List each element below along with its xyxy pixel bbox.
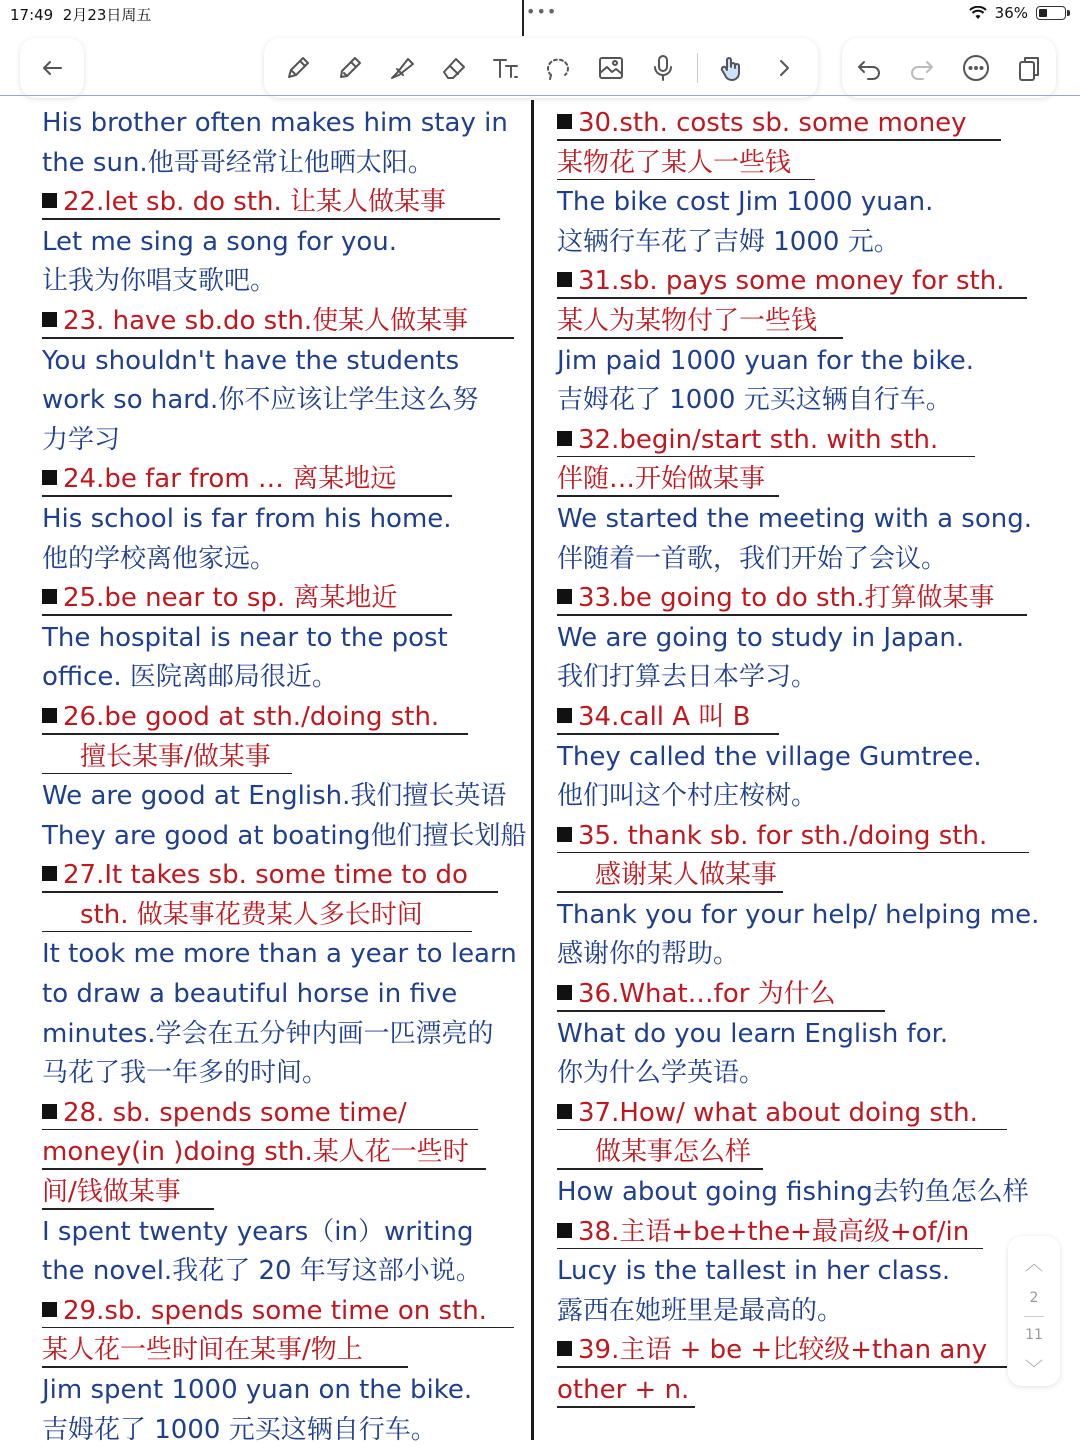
line-text: 36.What…for 为什么 <box>578 979 836 1010</box>
lasso-icon[interactable] <box>540 50 576 86</box>
example-sentence <box>557 500 1057 540</box>
drawing-tools <box>264 38 818 98</box>
left-column <box>42 104 527 1450</box>
line-text: 33.be going to do sth.打算做某事 <box>578 583 995 614</box>
line-text: 24.be far from … 离某地远 <box>63 464 397 495</box>
line-text: 某人为某物付了一些钱 <box>557 305 818 336</box>
right-column <box>557 104 1057 1411</box>
line-text: minutes.学会在五分钟内画一匹漂亮的 <box>42 1018 494 1049</box>
phrase-heading <box>557 1331 1057 1371</box>
line-text: 27.It takes sb. some time to do <box>63 860 468 891</box>
example-sentence <box>557 777 1057 817</box>
phrase-heading <box>42 579 522 619</box>
phrase-meaning <box>557 1371 1057 1411</box>
example-sentence <box>42 1015 522 1055</box>
phrase-heading <box>42 183 522 223</box>
line-text: The bike cost Jim 1000 yuan. <box>557 187 934 218</box>
line-text: We are good at English.我们擅长英语 <box>42 781 507 812</box>
line-text: 这辆行车花了吉姆 1000 元。 <box>557 226 900 257</box>
square-bullet-icon <box>557 431 572 446</box>
page-down-chevron-icon[interactable]: ﹀ <box>1025 1359 1043 1380</box>
square-bullet-icon <box>42 1302 57 1317</box>
example-sentence <box>42 817 527 857</box>
line-text: 26.be good at sth./doing sth. <box>63 701 440 732</box>
example-sentence <box>557 1292 1057 1332</box>
line-text: 吉姆花了 1000 元买这辆自行车。 <box>42 1414 437 1445</box>
pen-icon[interactable] <box>280 50 316 86</box>
phrase-meaning <box>42 1133 522 1173</box>
chevron-right-icon[interactable] <box>766 50 802 86</box>
phrase-heading <box>557 104 1057 144</box>
microphone-icon[interactable] <box>645 50 681 86</box>
square-bullet-icon <box>42 589 57 604</box>
undo-icon[interactable] <box>851 50 887 86</box>
line-text: 做某事怎么样 <box>595 1137 752 1168</box>
example-sentence <box>42 223 522 263</box>
pencil-icon[interactable] <box>332 50 368 86</box>
line-text: office. 医院离邮局很近。 <box>42 662 338 693</box>
line-text: 间/钱做某事 <box>42 1177 181 1208</box>
line-text: other + n. <box>557 1375 690 1405</box>
example-sentence <box>42 104 522 144</box>
example-sentence <box>557 381 1057 421</box>
image-icon[interactable] <box>593 50 629 86</box>
line-text: Jim spent 1000 yuan on the bike. <box>42 1375 473 1405</box>
example-sentence <box>557 1015 1057 1055</box>
phrase-heading <box>42 302 522 342</box>
square-bullet-icon <box>42 470 57 485</box>
line-text: His brother often makes him stay in <box>42 108 508 138</box>
line-text: We started the meeting with a song. <box>557 503 1033 534</box>
line-text: What do you learn English for. <box>557 1018 949 1049</box>
line-text: sth. 做某事花费某人多长时间 <box>80 899 423 930</box>
example-sentence <box>42 540 522 580</box>
square-bullet-icon <box>557 1223 572 1238</box>
example-sentence <box>42 381 522 421</box>
line-text: work so hard.你不应该让学生这么努 <box>42 385 479 416</box>
example-sentence <box>557 540 1057 580</box>
toolbar-separator <box>697 53 698 83</box>
line-text: 我们打算去日本学习。 <box>557 662 818 693</box>
line-text: 某物花了某人一些钱 <box>557 147 792 178</box>
square-bullet-icon <box>42 1104 57 1119</box>
line-text: 22.let sb. do sth. 让某人做某事 <box>63 187 447 218</box>
phrase-meaning <box>557 302 1057 342</box>
line-text: 38.主语+be+the+最高级+of/in <box>578 1216 970 1247</box>
line-text: It took me more than a year to learn <box>42 939 517 970</box>
example-sentence <box>557 1054 1057 1094</box>
phrase-heading <box>42 1292 522 1332</box>
square-bullet-icon <box>557 827 572 842</box>
example-sentence <box>557 1252 1057 1292</box>
phrase-meaning <box>42 1331 522 1371</box>
square-bullet-icon <box>42 312 57 327</box>
redo-icon[interactable] <box>904 50 940 86</box>
pager-separator <box>1024 1316 1044 1317</box>
line-text: Thank you for your help/ helping me. <box>557 899 1040 930</box>
phrase-heading <box>557 817 1057 857</box>
back-button[interactable] <box>20 38 84 98</box>
example-sentence <box>42 262 522 302</box>
line-text: 擅长某事/做某事 <box>80 741 271 772</box>
line-text: 28. sb. spends some time/ <box>63 1097 407 1128</box>
pages-icon[interactable] <box>1011 50 1047 86</box>
line-text: The hospital is near to the post <box>42 622 448 653</box>
line-text: 他们叫这个村庄桉树。 <box>557 781 818 812</box>
example-sentence <box>42 144 522 184</box>
phrase-meaning <box>557 460 1057 500</box>
square-bullet-icon <box>557 1341 572 1356</box>
line-text: 伴随着一首歌，我们开始了会议。 <box>557 543 948 574</box>
page-navigator <box>1008 1236 1060 1386</box>
line-text: to draw a beautiful horse in five <box>42 979 458 1010</box>
line-text: 35. thank sb. for sth./doing sth. <box>578 820 988 851</box>
line-text: 29.sb. spends some time on sth. <box>63 1295 487 1326</box>
line-text: 23. have sb.do sth.使某人做某事 <box>63 305 469 336</box>
phrase-heading <box>557 1094 1057 1134</box>
line-text: They called the village Gumtree. <box>557 741 982 772</box>
line-text: 马花了我一年多的时间。 <box>42 1058 329 1089</box>
split-view-divider <box>522 0 524 36</box>
example-sentence <box>42 777 522 817</box>
phrase-heading <box>557 1213 1057 1253</box>
phrase-meaning <box>557 856 1057 896</box>
example-sentence <box>42 1213 522 1253</box>
example-sentence <box>557 183 1057 223</box>
example-sentence <box>557 342 1057 382</box>
example-sentence <box>557 223 1057 263</box>
page-up-chevron-icon[interactable]: ︿ <box>1025 1254 1043 1275</box>
example-sentence <box>42 1054 522 1094</box>
phrase-heading <box>557 579 1057 619</box>
line-text: They are good at boating他们擅长划船 <box>42 820 527 851</box>
line-text: 你为什么学英语。 <box>557 1058 766 1089</box>
line-text: His school is far from his home. <box>42 503 452 534</box>
phrase-meaning <box>42 738 522 778</box>
example-sentence <box>42 421 522 461</box>
line-text: 39.主语 + be +比较级+than any <box>578 1335 988 1366</box>
line-text: 32.begin/start sth. with sth. <box>578 424 939 455</box>
example-sentence <box>42 975 522 1015</box>
line-text: 他的学校离他家远。 <box>42 543 277 574</box>
line-text: 伴随…开始做某事 <box>557 464 766 495</box>
highlighter-icon[interactable] <box>384 50 420 86</box>
example-sentence <box>557 896 1057 936</box>
square-bullet-icon <box>557 985 572 1000</box>
example-sentence <box>42 1411 522 1450</box>
square-bullet-icon <box>557 114 572 129</box>
wifi-icon <box>969 6 987 20</box>
example-sentence <box>557 658 1057 698</box>
example-sentence <box>557 619 1057 659</box>
line-text: Jim paid 1000 yuan for the bike. <box>557 345 974 376</box>
line-text: 力学习 <box>42 424 121 455</box>
line-text: 37.How/ what about doing sth. <box>578 1097 978 1128</box>
phrase-heading <box>42 698 522 738</box>
multitask-dots[interactable]: ••• <box>526 2 558 21</box>
square-bullet-icon <box>42 708 57 723</box>
more-options-icon[interactable] <box>958 50 994 86</box>
text-icon[interactable] <box>488 50 524 86</box>
phrase-heading <box>557 698 1057 738</box>
line-text: You shouldn't have the students <box>42 345 460 376</box>
status-time: 17:49 2月23日周五 <box>10 6 152 24</box>
example-sentence <box>42 500 522 540</box>
phrase-heading <box>42 460 522 500</box>
phrase-heading <box>557 421 1057 461</box>
square-bullet-icon <box>557 589 572 604</box>
line-text: 31.sb. pays some money for sth. <box>578 266 1005 297</box>
phrase-meaning <box>557 144 1057 184</box>
phrase-meaning <box>42 896 522 936</box>
touch-hand-icon[interactable] <box>714 50 750 86</box>
line-text: money(in )doing sth.某人花一些时 <box>42 1137 469 1168</box>
line-text: 某人花一些时间在某事/物上 <box>42 1335 363 1366</box>
document-actions <box>842 38 1056 98</box>
status-bar <box>0 0 1080 28</box>
line-text: 30.sth. costs sb. some money <box>578 108 967 138</box>
toolbar-bottom-rule <box>0 95 1080 96</box>
phrase-heading <box>42 1094 522 1134</box>
line-text: the sun.他哥哥经常让他晒太阳。 <box>42 147 434 178</box>
example-sentence <box>42 342 522 382</box>
square-bullet-icon <box>557 1104 572 1119</box>
line-text: 感谢某人做某事 <box>595 860 778 891</box>
square-bullet-icon <box>557 272 572 287</box>
battery-percent: 36% <box>994 4 1028 22</box>
example-sentence <box>557 1173 1057 1213</box>
line-text: 让我为你唱支歌吧。 <box>42 266 277 297</box>
back-arrow-icon <box>34 50 70 86</box>
example-sentence <box>42 1371 522 1411</box>
total-pages: 11 <box>1025 1327 1043 1343</box>
line-text: How about going fishing去钓鱼怎么样 <box>557 1177 1029 1208</box>
phrase-meaning <box>557 1133 1057 1173</box>
example-sentence <box>42 658 522 698</box>
eraser-icon[interactable] <box>436 50 472 86</box>
phrase-meaning <box>42 1173 522 1213</box>
line-text: Lucy is the tallest in her class. <box>557 1256 951 1287</box>
current-page: 2 <box>1029 1290 1039 1306</box>
example-sentence <box>557 935 1057 975</box>
line-text: We are going to study in Japan. <box>557 622 965 653</box>
line-text: I spent twenty years（in）writing <box>42 1216 474 1247</box>
line-text: Let me sing a song for you. <box>42 226 398 257</box>
battery-icon <box>1036 6 1066 20</box>
square-bullet-icon <box>557 708 572 723</box>
phrase-heading <box>557 975 1057 1015</box>
line-text: the novel.我花了 20 年写这部小说。 <box>42 1256 482 1287</box>
line-text: 34.call A 叫 B <box>578 701 751 732</box>
column-divider <box>531 100 534 1440</box>
phrase-heading <box>42 856 522 896</box>
example-sentence <box>42 1252 522 1292</box>
square-bullet-icon <box>42 866 57 881</box>
line-text: 吉姆花了 1000 元买这辆自行车。 <box>557 385 952 416</box>
square-bullet-icon <box>42 193 57 208</box>
example-sentence <box>42 619 522 659</box>
phrase-heading <box>557 262 1057 302</box>
line-text: 25.be near to sp. 离某地近 <box>63 583 398 614</box>
line-text: 感谢你的帮助。 <box>557 939 740 970</box>
status-right <box>969 4 1066 22</box>
example-sentence <box>557 738 1057 778</box>
line-text: 露西在她班里是最高的。 <box>557 1295 844 1326</box>
example-sentence <box>42 935 522 975</box>
